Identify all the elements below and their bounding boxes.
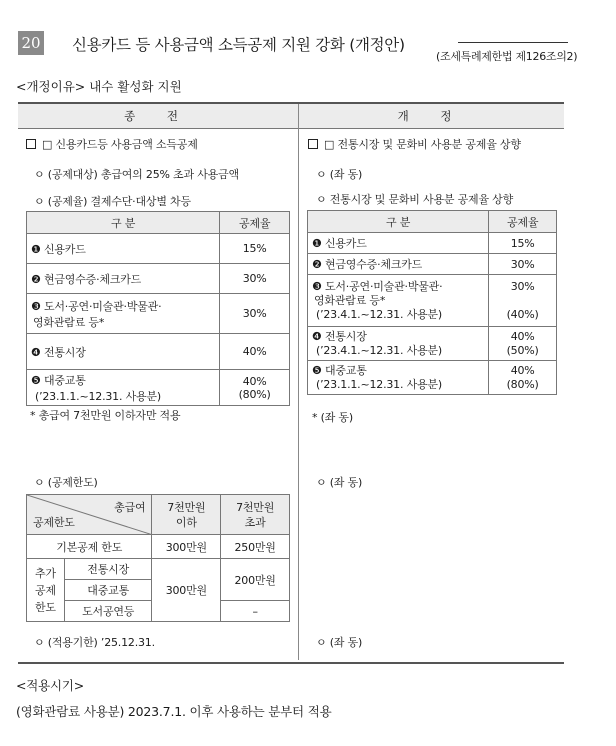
row-label-sub: (’23.4.1.~12.31. 사용분): [316, 343, 442, 357]
extra-l2: 공제: [35, 583, 56, 597]
col-header-rate: 공제율: [489, 211, 557, 233]
right-rate-table: [307, 210, 557, 395]
table-row: [27, 334, 290, 370]
law-reference: (조세특례제한법 제126조의2): [436, 50, 578, 63]
left-period: ㅇ (적용기한) ’25.12.31.: [34, 636, 155, 649]
table-row: [27, 234, 290, 264]
column-divider: [298, 104, 299, 660]
right-note: * (좌 동): [312, 411, 353, 424]
row-label-period: (’23.4.1.~12.31. 사용분): [316, 307, 442, 321]
header-after: 개 정: [299, 104, 564, 129]
left-limit-title: ㅇ (공제한도): [34, 476, 98, 489]
left-rate-table: [26, 211, 290, 406]
extra-item-culture: 도서공연등: [64, 601, 152, 622]
table-row: [308, 275, 557, 327]
col-a-line1: 7천만원: [167, 500, 206, 514]
row-label: ❸ 도서·공연·미술관·박물관·: [31, 299, 162, 313]
row-value: 15%: [489, 233, 557, 254]
row-value-multiline: [220, 370, 290, 406]
diagonal-header-cell: [27, 495, 152, 535]
left-note: * 총급여 7천만원 이하자만 적용: [30, 409, 181, 422]
col-header-category: 구 분: [308, 211, 489, 233]
col-header-under-70m: [152, 495, 221, 535]
row-label-multiline: [308, 361, 489, 395]
limit-header-row: [27, 495, 290, 535]
row-label: ❹ 전통시장: [312, 329, 367, 343]
extra-item-transit: 대중교통: [64, 580, 152, 601]
right-rate-title: ㅇ 전통시장 및 문화비 사용분 공제율 상향: [316, 193, 514, 206]
row-value-sub: (40%): [506, 307, 539, 321]
diag-bottom-label: 공제한도: [33, 516, 75, 529]
row-label-sub: 영화관람료 등*: [314, 293, 386, 307]
left-section-title: [26, 136, 198, 152]
row-value-multiline: [489, 327, 557, 361]
row-label: ❺ 대중교통: [31, 373, 86, 387]
right-same-1: ㅇ (좌 동): [316, 168, 363, 181]
extra-l1: 추가: [35, 566, 56, 580]
right-section-label: □ 전통시장 및 문화비 사용분 공제율 상향: [324, 138, 521, 151]
row-value-sub: (50%): [506, 343, 539, 357]
extra-limit-a: 300만원: [152, 559, 221, 622]
row-label: ❷ 현금영수증·체크카드: [308, 254, 489, 275]
left-deduction-target: ㅇ (공제대상) 총급여의 25% 초과 사용금액: [34, 168, 239, 181]
row-value: 40%: [220, 334, 290, 370]
extra-limit-row: [27, 559, 290, 580]
left-section-label: □ 신용카드등 사용금액 소득공제: [42, 138, 198, 151]
title-underline: [458, 42, 568, 43]
row-value: 30%: [489, 254, 557, 275]
table-row: [27, 370, 290, 406]
extra-limit-b: 200만원: [221, 559, 290, 601]
table-header-row: [27, 212, 290, 234]
diag-top-label: 총급여: [114, 501, 146, 514]
row-label-multiline: [27, 294, 220, 334]
basic-limit-b: 250만원: [221, 535, 290, 559]
row-value: 40%: [510, 329, 535, 343]
col-header-category: 구 분: [27, 212, 220, 234]
checkbox-square-icon: [26, 139, 36, 149]
checkbox-square-icon: [308, 139, 318, 149]
header-before: 종 전: [18, 104, 298, 129]
left-rate-title: ㅇ (공제율) 결제수단·대상별 차등: [34, 195, 191, 208]
row-value: 15%: [220, 234, 290, 264]
row-value: 40%: [242, 374, 267, 388]
right-same-2: ㅇ (좌 동): [316, 476, 363, 489]
row-label: ❸ 도서·공연·미술관·박물관·: [312, 279, 443, 293]
table-row: [308, 254, 557, 275]
right-section-title: [308, 136, 521, 152]
table-row: [308, 361, 557, 395]
table-row: [27, 264, 290, 294]
col-header-rate: 공제율: [220, 212, 290, 234]
table-row: [308, 233, 557, 254]
basic-limit-label: 기본공제 한도: [27, 535, 152, 559]
row-value: 30%: [510, 279, 535, 293]
row-label-sub: (’23.1.1.~12.31. 사용분): [35, 389, 161, 403]
row-value-spacer: [493, 294, 552, 308]
extra-item-market: 전통시장: [64, 559, 152, 580]
row-value: 40%: [510, 363, 535, 377]
right-same-3: ㅇ (좌 동): [316, 636, 363, 649]
row-value-multiline: [489, 275, 557, 327]
effective-date-text: (영화관람료 사용분) 2023.7.1. 이후 사용하는 분부터 적용: [16, 704, 332, 719]
row-value-sub: (80%): [506, 377, 539, 391]
extra-limit-b-last: –: [221, 601, 290, 622]
limit-table: [26, 494, 290, 622]
revision-reason: <개정이유> 내수 활성화 지원: [16, 79, 182, 94]
col-b-line2: 초과: [244, 515, 266, 529]
row-label: ❺ 대중교통: [312, 363, 367, 377]
row-value: 30%: [220, 264, 290, 294]
table-row: [27, 294, 290, 334]
row-label-sub: (’23.1.1.~12.31. 사용분): [316, 377, 442, 391]
row-label: ❶ 신용카드: [308, 233, 489, 254]
row-value-sub: (80%): [238, 387, 271, 401]
col-a-line2: 이하: [175, 515, 197, 529]
row-label: ❶ 신용카드: [27, 234, 220, 264]
row-value-multiline: [489, 361, 557, 395]
page-title: 신용카드 등 사용금액 소득공제 지원 강화 (개정안): [72, 36, 405, 54]
row-label: ❷ 현금영수증·체크카드: [27, 264, 220, 294]
extra-l3: 한도: [35, 600, 56, 614]
row-label-sub: 영화관람료 등*: [33, 315, 105, 329]
basic-limit-a: 300만원: [152, 535, 221, 559]
row-value: 30%: [220, 294, 290, 334]
row-label: ❹ 전통시장: [27, 334, 220, 370]
table-row: [308, 327, 557, 361]
row-label-multiline: [308, 275, 489, 327]
basic-limit-row: [27, 535, 290, 559]
col-header-over-70m: [221, 495, 290, 535]
effective-date-heading: <적용시기>: [16, 678, 85, 693]
table-header-row: [308, 211, 557, 233]
row-label-multiline: [308, 327, 489, 361]
row-label-multiline: [27, 370, 220, 406]
section-number: 20: [18, 31, 44, 55]
col-b-line1: 7천만원: [236, 500, 275, 514]
extra-limit-label: [27, 559, 65, 622]
